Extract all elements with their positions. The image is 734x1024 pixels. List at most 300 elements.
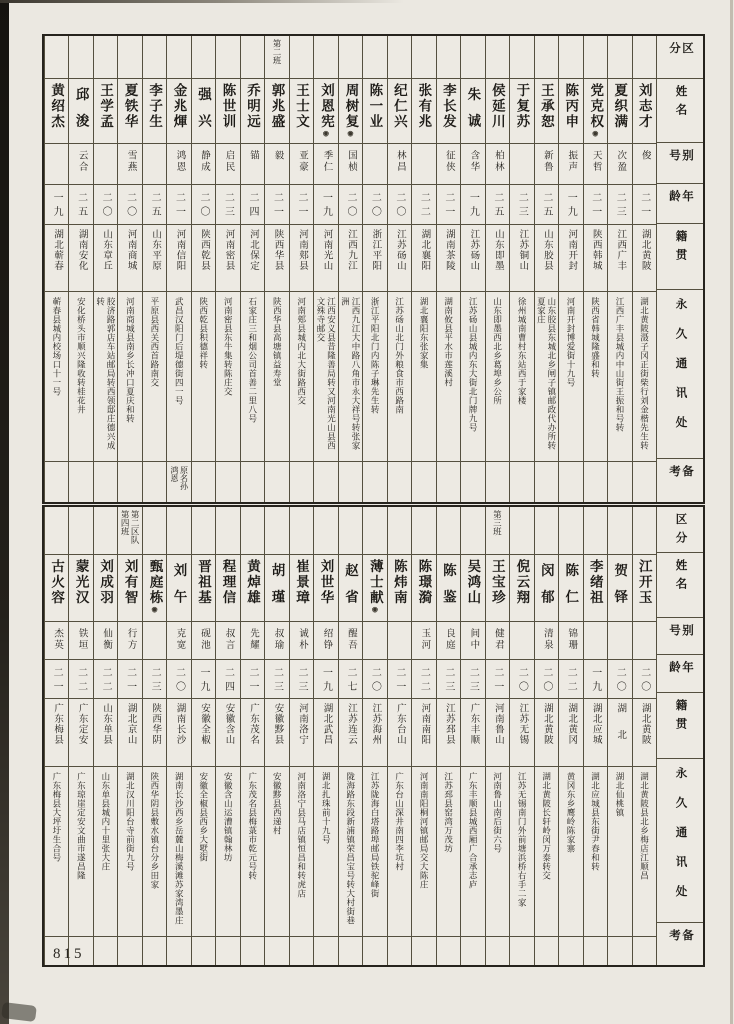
origin-cell xyxy=(633,225,656,292)
alias-cell xyxy=(486,144,509,185)
person-name: 夏铁华 xyxy=(122,83,138,130)
division-cell xyxy=(633,36,656,79)
person-name: 程理信 xyxy=(220,559,236,606)
note-cell xyxy=(608,462,631,502)
age-cell xyxy=(535,660,558,699)
person-origin: 河南信阳 xyxy=(174,229,185,271)
note-cell xyxy=(314,937,337,965)
alias-cell xyxy=(559,144,582,185)
person-name: 陈鉴 xyxy=(440,563,456,616)
note-cell xyxy=(633,462,656,502)
person-age: 二一 xyxy=(124,667,136,695)
address-cell xyxy=(216,292,239,462)
person-name: 张有兆 xyxy=(416,83,432,130)
age-cell xyxy=(363,185,386,225)
person-address: 浙江平阳北门内陈子琳先生转 xyxy=(370,297,381,414)
name-cell xyxy=(192,555,215,622)
person-age: 二〇 xyxy=(614,667,626,695)
division-cell xyxy=(339,36,362,79)
address-cell xyxy=(437,767,460,937)
page-number: 815 xyxy=(53,946,85,962)
person-age: 二〇 xyxy=(516,667,528,695)
row-header-cell xyxy=(657,224,703,291)
person-address: 湖北襄阳东张家集 xyxy=(419,297,430,369)
person-column xyxy=(264,507,288,965)
person-address: 江苏陇海白塔路埠邮局铁驼峰街 xyxy=(370,772,381,898)
person-address: 湖北汉川阳台寺前街九号 xyxy=(125,772,136,871)
name-cell xyxy=(167,555,190,622)
alias-cell xyxy=(437,622,460,660)
name-cell xyxy=(143,79,166,144)
scan-edge-right xyxy=(730,0,733,1024)
name-cell xyxy=(388,555,411,622)
division-cell xyxy=(45,507,68,555)
origin-cell xyxy=(608,225,631,292)
person-name: 郭兆盛 xyxy=(269,83,285,130)
address-cell xyxy=(633,767,656,937)
person-address: 湖北应城县东街尹春和转 xyxy=(590,772,601,871)
origin-cell xyxy=(118,225,141,292)
alias-cell xyxy=(241,144,264,185)
alias-cell xyxy=(241,622,264,660)
person-note: 原名孙鸿恩 xyxy=(170,466,189,490)
division-cell xyxy=(437,36,460,79)
person-column xyxy=(289,507,313,965)
address-cell xyxy=(437,292,460,462)
person-column xyxy=(289,36,313,502)
person-origin: 河南开封 xyxy=(566,229,577,271)
person-address: 广东琼崖定安文曲市遂昌隆 xyxy=(76,772,87,880)
person-age: 二三 xyxy=(222,192,234,220)
name-cell xyxy=(265,555,288,622)
age-cell xyxy=(265,185,288,225)
alias-cell xyxy=(339,622,362,660)
note-cell xyxy=(412,462,435,502)
person-origin: 山东平原 xyxy=(150,229,161,271)
person-name: 黄焯雄 xyxy=(245,559,260,606)
division-cell xyxy=(265,507,288,555)
alias-cell xyxy=(94,622,117,660)
person-alias: 先耀 xyxy=(248,628,258,651)
alias-cell xyxy=(216,622,239,660)
note-cell xyxy=(143,937,166,965)
address-cell xyxy=(584,767,607,937)
person-column xyxy=(240,507,264,965)
person-alias: 醒吾 xyxy=(345,628,356,651)
person-age: 二二 xyxy=(75,667,87,695)
name-cell xyxy=(608,555,631,622)
origin-cell xyxy=(363,699,386,767)
person-alias: 仙衡 xyxy=(101,628,112,651)
person-column xyxy=(240,36,264,502)
row-header-label: 姓名 xyxy=(674,84,687,122)
person-column xyxy=(558,36,582,502)
person-origin: 广东台山 xyxy=(394,703,405,745)
origin-cell xyxy=(584,225,607,292)
division-cell xyxy=(192,507,215,555)
person-origin: 浙江平阳 xyxy=(370,229,381,271)
person-address: 湖北扎珠前十九号 xyxy=(321,772,332,844)
note-cell xyxy=(559,937,582,965)
address-cell xyxy=(388,767,411,937)
division-cell xyxy=(290,507,313,555)
person-column xyxy=(485,507,509,965)
person-alias: 季仁 xyxy=(321,150,332,173)
person-origin: 河南南阳 xyxy=(419,703,430,745)
row-header-cell xyxy=(657,290,703,459)
address-cell xyxy=(584,292,607,462)
person-age: 二四 xyxy=(247,192,258,220)
age-cell xyxy=(608,660,631,699)
person-column xyxy=(142,507,166,965)
origin-cell xyxy=(216,699,239,767)
age-cell xyxy=(388,185,411,225)
age-cell xyxy=(216,185,239,225)
person-age: 二一 xyxy=(173,192,185,220)
person-origin: 江苏砀山 xyxy=(468,229,479,271)
note-cell xyxy=(559,462,582,502)
origin-cell xyxy=(412,225,435,292)
note-cell xyxy=(265,937,288,965)
person-address: 广东台山深井南四李坑村 xyxy=(394,772,405,871)
person-name: 侯延川 xyxy=(489,83,505,130)
alias-cell xyxy=(633,622,656,660)
person-column xyxy=(68,36,92,502)
alias-cell xyxy=(388,144,411,185)
person-alias: 静成 xyxy=(199,150,210,173)
note-cell xyxy=(461,937,484,965)
name-cell xyxy=(461,555,484,622)
person-alias: 锦珊 xyxy=(566,628,577,651)
name-cell xyxy=(241,79,264,144)
person-address: 平原县西关西首路南交 xyxy=(149,297,160,387)
division-cell xyxy=(216,507,239,555)
person-address: 山东胶县东城北乡闸子镇邮政代办所转夏家庄 xyxy=(536,297,557,450)
name-cell xyxy=(339,79,362,144)
person-name: 陈仁 xyxy=(563,563,579,616)
age-cell xyxy=(314,660,337,699)
person-origin: 山东章丘 xyxy=(101,229,112,271)
person-name: 刘成羽 xyxy=(98,559,114,606)
person-origin: 陕西华县 xyxy=(272,229,283,271)
person-column xyxy=(338,36,362,502)
person-age: 一九 xyxy=(565,192,577,220)
person-column xyxy=(264,36,288,502)
origin-cell xyxy=(143,699,166,767)
address-cell xyxy=(339,767,362,937)
address-cell xyxy=(167,767,190,937)
person-origin: 湖南茶陵 xyxy=(443,229,454,271)
person-origin: 河北保定 xyxy=(248,229,258,271)
person-age: 二二 xyxy=(418,192,430,220)
person-column xyxy=(460,36,484,502)
address-cell xyxy=(559,292,582,462)
annotation-mark: ◉ xyxy=(321,129,330,138)
person-name: 贺铎 xyxy=(612,563,628,616)
note-cell xyxy=(45,462,68,502)
origin-cell xyxy=(94,699,117,767)
alias-cell xyxy=(412,144,435,185)
person-column xyxy=(607,507,631,965)
person-column xyxy=(534,507,558,965)
scan-edge-left xyxy=(0,0,9,1024)
person-column xyxy=(362,36,386,502)
address-cell xyxy=(608,767,631,937)
age-cell xyxy=(608,185,631,225)
address-cell xyxy=(118,292,141,462)
person-address: 安徽含山运漕镇翰林坊 xyxy=(223,772,234,862)
origin-cell xyxy=(192,225,215,292)
person-age: 二〇 xyxy=(173,667,185,695)
note-cell xyxy=(314,462,337,502)
note-cell xyxy=(510,462,533,502)
note-cell xyxy=(437,462,460,502)
note-cell xyxy=(608,937,631,965)
person-address: 广东茂名县梅菉市乾元号转 xyxy=(247,772,258,880)
person-origin: 陕西韩城 xyxy=(590,229,601,271)
alias-cell xyxy=(535,622,558,660)
alias-cell xyxy=(290,622,313,660)
origin-cell xyxy=(265,699,288,767)
address-cell xyxy=(535,767,558,937)
person-age: 二二 xyxy=(565,667,577,695)
person-name: 李绪祖 xyxy=(587,559,603,606)
name-cell xyxy=(633,555,656,622)
origin-cell xyxy=(461,699,484,767)
alias-cell xyxy=(633,144,656,185)
person-column xyxy=(191,36,215,502)
person-alias: 含华 xyxy=(468,150,479,173)
person-alias: 雪燕 xyxy=(125,150,136,173)
person-name: 王承恕 xyxy=(538,83,554,130)
division-cell xyxy=(45,36,68,79)
division-cell xyxy=(363,507,386,555)
division-cell xyxy=(412,507,435,555)
division-cell xyxy=(118,36,141,79)
row-header-cell xyxy=(657,553,703,618)
address-cell xyxy=(388,292,411,462)
person-name: 古火容 xyxy=(49,559,65,606)
address-cell xyxy=(290,767,313,937)
origin-cell xyxy=(559,699,582,767)
note-cell xyxy=(143,462,166,502)
person-address: 河南商城县南乡长冲口夏庆和转 xyxy=(125,297,136,423)
age-cell xyxy=(118,185,141,225)
person-age: 二〇 xyxy=(540,667,552,695)
alias-cell xyxy=(69,622,92,660)
person-age: 二一 xyxy=(638,192,650,220)
division-cell xyxy=(559,507,582,555)
name-cell xyxy=(69,555,92,622)
person-name: 王宝珍 xyxy=(489,559,505,606)
address-cell xyxy=(486,292,509,462)
row-header-cell xyxy=(657,655,703,693)
note-cell xyxy=(584,462,607,502)
person-address: 陕西省韩城隆盛和转 xyxy=(590,297,601,378)
person-address: 江西九江大中路八角市永大祥号转张家洲 xyxy=(340,297,361,450)
person-age: 一九 xyxy=(320,667,332,695)
person-age: 二三 xyxy=(516,192,528,220)
address-cell xyxy=(363,292,386,462)
person-alias: 亚豪 xyxy=(296,150,307,173)
person-address: 山东单县城内十里张大庄 xyxy=(100,772,111,871)
person-age: 二〇 xyxy=(369,192,381,220)
origin-cell xyxy=(461,225,484,292)
division-cell xyxy=(216,36,239,79)
annotation-mark: ◉ xyxy=(591,129,600,138)
row-header-column xyxy=(656,507,703,965)
origin-cell xyxy=(216,225,239,292)
row-header-label: 永久通讯处 xyxy=(674,766,687,915)
person-alias: 启民 xyxy=(223,150,234,173)
address-cell xyxy=(314,292,337,462)
division-cell xyxy=(412,36,435,79)
person-origin: 江西九江 xyxy=(345,229,356,271)
name-cell xyxy=(437,79,460,144)
person-address: 湖北仙桃镇 xyxy=(615,772,626,817)
division-cell xyxy=(69,507,92,555)
address-cell xyxy=(510,292,533,462)
person-address: 江苏砀山县城内东大街北门牌九号 xyxy=(468,297,479,432)
row-header-label: 年龄 xyxy=(668,190,693,209)
person-name: 崔景璋 xyxy=(293,559,309,606)
name-cell xyxy=(339,555,362,622)
person-column xyxy=(117,507,141,965)
alias-cell xyxy=(69,144,92,185)
origin-cell xyxy=(143,225,166,292)
division-label: 第二区队第四班 xyxy=(120,510,141,544)
age-cell xyxy=(412,185,435,225)
origin-cell xyxy=(45,225,68,292)
age-cell xyxy=(143,660,166,699)
person-origin: 山东单县 xyxy=(101,703,112,745)
alias-cell xyxy=(314,622,337,660)
person-column xyxy=(583,507,607,965)
person-alias: 征侠 xyxy=(443,150,454,173)
row-header-cell xyxy=(657,184,703,224)
division-cell xyxy=(314,507,337,555)
alias-cell xyxy=(314,144,337,185)
person-alias: 清泉 xyxy=(541,628,552,651)
person-origin: 湖北黄陂 xyxy=(639,229,650,271)
name-cell xyxy=(45,79,68,144)
division-cell xyxy=(118,507,141,555)
person-name: 王士文 xyxy=(293,83,309,130)
row-header-label: 别号 xyxy=(668,624,693,643)
age-cell xyxy=(461,660,484,699)
name-cell xyxy=(486,555,509,622)
address-cell xyxy=(241,767,264,937)
address-cell xyxy=(608,292,631,462)
division-cell xyxy=(510,36,533,79)
person-column xyxy=(460,507,484,965)
note-cell xyxy=(339,462,362,502)
person-address: 安化桥头市顺兴隆收转桂花井 xyxy=(76,297,87,414)
address-cell xyxy=(461,767,484,937)
division-cell xyxy=(241,36,264,79)
person-name: 朱诚 xyxy=(465,87,481,140)
person-age: 一九 xyxy=(467,192,479,220)
person-age: 二〇 xyxy=(124,192,136,220)
address-cell xyxy=(265,292,288,462)
division-cell xyxy=(339,507,362,555)
person-address: 陕西华县高塘镇益寿堂 xyxy=(272,297,283,387)
age-cell xyxy=(118,660,141,699)
row-header-label: 年龄 xyxy=(668,661,693,680)
annotation-mark: ◉ xyxy=(370,605,379,614)
person-column xyxy=(215,507,239,965)
address-cell xyxy=(118,767,141,937)
origin-cell xyxy=(314,699,337,767)
origin-cell xyxy=(339,225,362,292)
person-name: 陈璟漪 xyxy=(416,559,432,606)
alias-cell xyxy=(192,144,215,185)
alias-cell xyxy=(388,622,411,660)
alias-cell xyxy=(143,144,166,185)
person-origin: 湖南长沙 xyxy=(174,703,185,745)
person-address: 陇海路东段新浦镇荣昌宝号转大村街巷 xyxy=(345,772,356,925)
person-origin: 陕西乾县 xyxy=(199,229,210,271)
person-column xyxy=(387,507,411,965)
name-cell xyxy=(290,79,313,144)
name-cell xyxy=(584,555,607,622)
alias-cell xyxy=(118,622,141,660)
person-address: 湖南攸县平水市莲溪村 xyxy=(443,297,454,387)
address-cell xyxy=(412,767,435,937)
person-address: 江西安义县昔隆善局转又河南光山县西文殊寺邮交 xyxy=(315,297,337,450)
person-column xyxy=(411,507,435,965)
age-cell xyxy=(290,660,313,699)
row-header-label: 籍贯 xyxy=(674,229,687,267)
person-origin: 安徽全椒 xyxy=(199,703,210,745)
alias-cell xyxy=(608,622,631,660)
origin-cell xyxy=(486,225,509,292)
alias-cell xyxy=(461,622,484,660)
person-name: 蒙光汉 xyxy=(73,559,89,606)
note-cell xyxy=(118,462,141,502)
address-cell xyxy=(45,292,68,462)
person-origin: 河南鲁山 xyxy=(492,703,503,745)
row-header-cell xyxy=(657,143,703,184)
person-origin: 湖北 xyxy=(615,703,626,756)
alias-cell xyxy=(167,622,190,660)
note-cell xyxy=(94,462,117,502)
person-column xyxy=(436,507,460,965)
name-cell xyxy=(118,79,141,144)
note-cell xyxy=(363,937,386,965)
person-name: 王学孟 xyxy=(98,83,114,130)
division-cell xyxy=(167,507,190,555)
person-age: 二一 xyxy=(271,192,283,220)
person-origin: 江苏砀山 xyxy=(394,229,405,271)
person-name: 晋祖基 xyxy=(196,559,212,606)
person-name: 强兴 xyxy=(196,87,212,140)
row-header-cell xyxy=(657,923,703,965)
person-name: 乔明远 xyxy=(245,83,260,130)
person-address: 黄冈东乡鹰岭陈家寨 xyxy=(566,772,577,853)
note-cell xyxy=(69,462,92,502)
person-origin: 广东定安 xyxy=(76,703,87,745)
division-cell xyxy=(584,507,607,555)
alias-cell xyxy=(290,144,313,185)
note-cell xyxy=(192,462,215,502)
note-cell xyxy=(388,462,411,502)
person-column xyxy=(44,36,68,502)
note-cell xyxy=(192,937,215,965)
person-origin: 广东梅县 xyxy=(52,703,63,745)
person-address: 广东丰顺县城西厢广合承志庐 xyxy=(468,772,479,889)
age-cell xyxy=(94,660,117,699)
